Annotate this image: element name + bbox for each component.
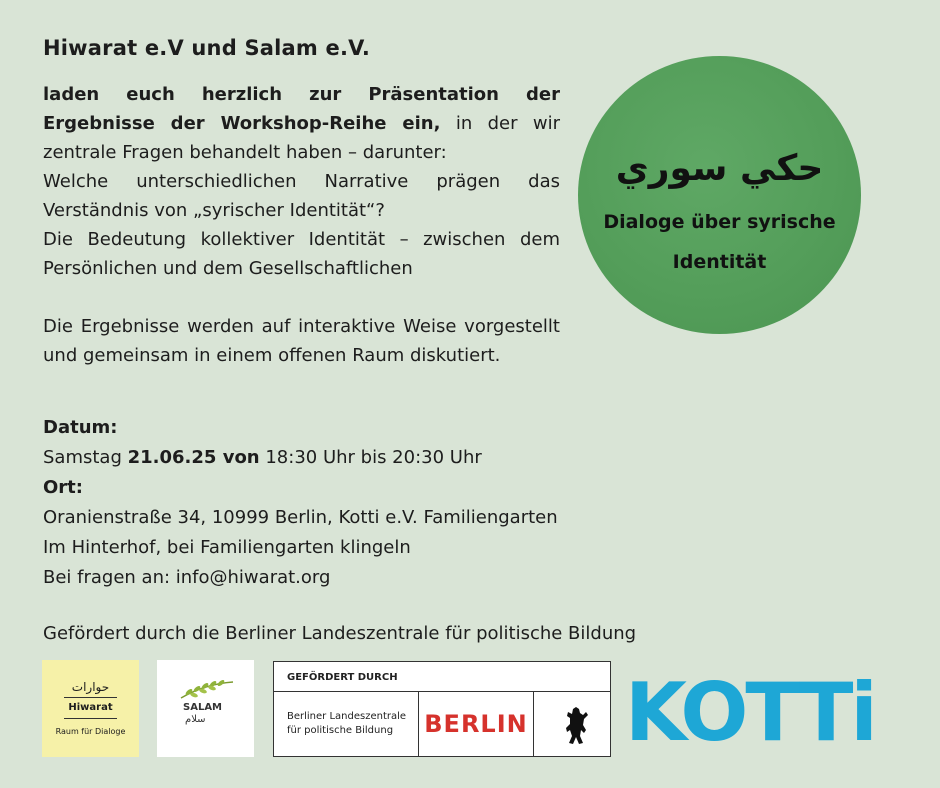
hiwarat-logo-arabic: حوارات	[71, 680, 110, 694]
berlin-logo-lz	[274, 692, 419, 756]
berlin-logo-header: GEFÖRDERT DURCH	[274, 662, 610, 692]
hiwarat-logo-name: Hiwarat	[68, 702, 113, 713]
day: Samstag	[43, 447, 128, 468]
date-row	[43, 443, 558, 473]
salam-logo-arabic: سلام	[185, 714, 206, 725]
date-label: Datum:	[43, 417, 118, 438]
badge-arabic-title: حكي سوري	[615, 148, 824, 189]
page-title: Hiwarat e.V und Salam e.V.	[43, 36, 371, 60]
from-label: von	[216, 447, 260, 468]
contact-email[interactable]: Bei fragen an: info@hiwarat.org	[43, 567, 331, 588]
berlin-bear-icon	[564, 706, 590, 746]
salam-logo	[157, 660, 254, 757]
time-value: 18:30 Uhr bis 20:30 Uhr	[259, 447, 482, 468]
closing-text: Die Ergebnisse werden auf interaktive Weise vorgestellt und gemeinsam in einem offenen Raum diskutiert.	[43, 316, 560, 366]
date-value: 21.06.25	[127, 447, 217, 468]
intro-lead-rest: in der wir zentrale Fragen behandelt haben – darunter:	[43, 113, 560, 163]
intro-text	[43, 80, 560, 370]
event-badge-circle	[578, 56, 861, 334]
berlin-wordmark: BERLIN	[419, 692, 534, 756]
intro-bold-lead: laden euch herzlich zur Präsentation der Ergebnisse der Workshop-Reihe ein,	[43, 84, 560, 134]
olive-branch-icon	[177, 678, 237, 702]
place-label: Ort:	[43, 477, 83, 498]
hiwarat-logo-tagline: Raum für Dialoge	[55, 727, 126, 736]
question-1: Welche unterschiedlichen Narrative prägen das Verständnis von „syrischer Identität“?	[43, 171, 560, 221]
berlin-logo-lz-line-1: Berliner Landeszentrale	[287, 711, 407, 722]
address: Oranienstraße 34, 10999 Berlin, Kotti e.V. Familiengarten	[43, 507, 558, 528]
funding-note: Gefördert durch die Berliner Landeszentrale für politische Bildung	[43, 623, 637, 644]
badge-line-1: Dialoge über syrische	[603, 211, 836, 233]
question-2: Die Bedeutung kollektiver Identität – zwischen dem Persönlichen und dem Gesellschaftlichen	[43, 229, 560, 279]
salam-logo-name: SALAM	[183, 702, 223, 713]
badge-line-2: Identität	[672, 251, 767, 273]
berlin-funding-logo	[273, 661, 611, 757]
berlin-logo-lz-line-2: für politische Bildung	[287, 725, 394, 736]
kotti-logo: KOTTi	[625, 666, 875, 759]
intro-lead	[43, 80, 560, 167]
entry-hint: Im Hinterhof, bei Familiengarten klingeln	[43, 537, 411, 558]
event-details	[43, 413, 558, 593]
badge-subtitle	[578, 202, 861, 282]
hiwarat-logo	[42, 660, 139, 757]
